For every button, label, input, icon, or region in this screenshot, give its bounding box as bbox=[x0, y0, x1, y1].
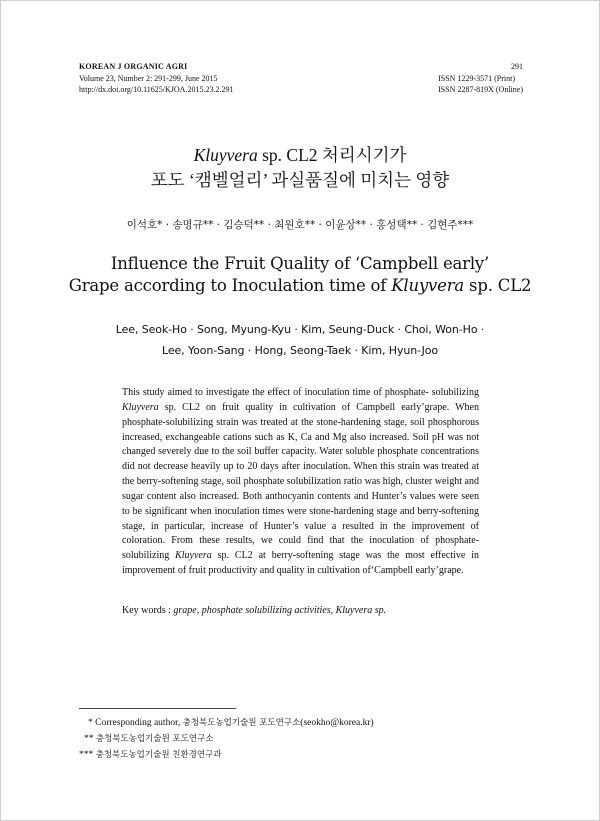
korean-title-species: Kluyvera bbox=[193, 145, 258, 165]
doi-link[interactable]: http://dx.doi.org/10.11625/KJOA.2015.23.2.291 bbox=[79, 85, 234, 94]
english-title bbox=[0, 253, 600, 297]
korean-authors: 이석호* · 송명규** · 김승덕** · 최원호** · 이윤상** · 홍성택** · 김현주*** bbox=[126, 219, 474, 231]
footnote3-affiliation: 충청북도농업기술원 친환경연구과 bbox=[95, 750, 222, 760]
issn-print: ISSN 1229-3571 (Print) bbox=[438, 73, 515, 83]
korean-title-line1: sp. CL2 처리시기가 bbox=[257, 145, 407, 165]
footnote1-mark: * Corresponding author, bbox=[88, 718, 183, 728]
footnote1-affiliation: 충청북도농업기술원 포도연구소 bbox=[182, 718, 301, 728]
footnote-2 bbox=[79, 731, 374, 747]
abstract-part1: This study aimed to investigate the effect of inoculation time of phosphate- solubilizing bbox=[122, 387, 479, 398]
page-number: 291 bbox=[511, 62, 523, 71]
footnotes bbox=[79, 715, 374, 763]
english-authors bbox=[0, 319, 600, 361]
korean-title-line2: 포도 ‘캠벨얼리’ 과실품질에 미치는 영향 bbox=[150, 170, 450, 190]
keywords bbox=[122, 605, 386, 616]
footnote2-affiliation: 충청북도농업기술원 포도연구소 bbox=[95, 734, 214, 744]
korean-title bbox=[0, 143, 600, 193]
abstract-species2: Kluyvera bbox=[175, 550, 212, 562]
footnote-3 bbox=[79, 747, 374, 763]
english-authors-line2: Lee, Yoon-Sang · Hong, Seong-Taek · Kim, Hyun-Joo bbox=[162, 344, 438, 357]
footnote1-email[interactable]: (seokho@korea.kr) bbox=[300, 718, 374, 728]
english-title-line1: Influence the Fruit Quality of ‘Campbell early’ bbox=[110, 254, 490, 273]
journal-name: KOREAN J ORGANIC AGRI bbox=[79, 62, 188, 71]
keywords-terms: grape, phosphate solubilizing activities, Kluyvera sp. bbox=[173, 605, 387, 616]
english-authors-line1: Lee, Seok-Ho · Song, Myung-Kyu · Kim, Seung-Duck · Choi, Won-Ho · bbox=[115, 323, 485, 336]
footnote2-mark: ** bbox=[84, 734, 96, 744]
keywords-label: Key words : bbox=[122, 605, 174, 616]
footnote-divider bbox=[79, 708, 236, 709]
footnote-corresponding bbox=[79, 715, 374, 731]
abstract bbox=[122, 386, 479, 579]
footnote3-mark: *** bbox=[79, 750, 96, 760]
english-title-species: Kluyvera bbox=[391, 276, 465, 295]
abstract-part3: sp. CL2 at berry-softening stage was the most effective in improvement of fruit productivity and quality in cultivation of‘Campbell early’grape. bbox=[122, 550, 479, 577]
abstract-part2: sp. CL2 on fruit quality in cultivation of Campbell early’grape. When phosphate-solubilizing strain was treated at the stone-hardening stage, soil phosphorous increased, exchangeable cations such as K, Ca and Mg also increased. Soil pH was not changed severely due to the soil buffer capacity. Water soluble phosphate concentrations did not decrease heavily up to 20 days after inoculation. When this strain was treated at the berry-softening stage, soil phosphate solubilization ratio was high, cluster weight and sugar content also increased. Both anthocyanin contents and Hunter’s values were seen to be significant when inoculation times were stone-hardening stage and berry-softening stage, in particular, increase of Hunter’s value a resulted in the improvement of coloration. From these results, we could find that the inoculation of phosphate-solubilizing bbox=[122, 401, 479, 562]
english-title-line2-end: sp. CL2 bbox=[464, 276, 532, 295]
abstract-species1: Kluyvera bbox=[122, 401, 159, 413]
issn-online: ISSN 2287-819X (Online) bbox=[438, 85, 523, 94]
english-title-line2-start: Grape according to Inoculation time of bbox=[68, 276, 392, 295]
journal-header bbox=[79, 61, 233, 96]
volume-info: Volume 23, Number 2: 291-299, June 2015 bbox=[79, 73, 218, 83]
issn-block bbox=[438, 61, 523, 96]
